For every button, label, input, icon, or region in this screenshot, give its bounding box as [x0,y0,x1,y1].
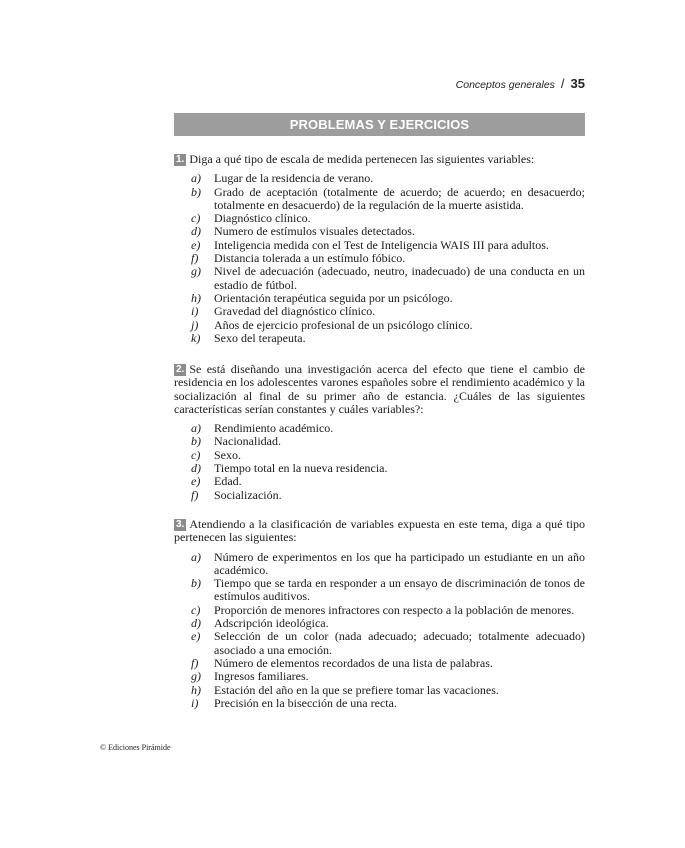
item-text: Distancia tolerada a un estímulo fóbico. [214,251,406,266]
item-letter: e) [191,474,201,489]
list-item [191,617,585,630]
list-item [191,212,585,225]
item-text: Tiempo que se tarda en responder a un ensayo de discriminación de tonos de estímulos auditivos. [214,576,585,604]
exercise-intro [174,363,585,416]
item-letter: f) [191,251,199,266]
item-letter: j) [191,317,199,332]
item-letter: f) [191,487,199,502]
item-text: Nivel de adecuación (adecuado, neutro, inadecuado) de una conducta en un estadio de fútbol. [214,264,585,292]
exercise-1 [174,153,585,345]
item-text: Sexo del terapeuta. [214,330,306,345]
list-item [191,265,585,292]
item-letter: d) [191,461,201,476]
list-item [191,489,585,502]
exercise-number-badge: 3. [176,519,185,530]
list-item [191,292,585,305]
item-letter: i) [191,304,199,319]
item-letter: h) [191,290,201,305]
copyright-footer: © Ediciones Pirámide [100,743,171,752]
item-letter: e) [191,629,201,644]
item-text: Precisión en la bisección de una recta. [214,695,397,710]
list-item [191,252,585,265]
exercise-3 [174,518,585,710]
list-item [191,332,585,345]
item-letter: c) [191,447,201,462]
list-item [191,449,585,462]
item-letter: d) [191,616,201,631]
item-letter: a) [191,549,201,564]
item-letter: e) [191,237,201,252]
exercise-2 [174,363,585,502]
list-item [191,305,585,318]
item-text: Nacionalidad. [214,434,281,449]
exercise-intro-text: Atendiendo a la clasificación de variables expuesta en este tema, diga a qué tipo pertenecen las siguientes: [174,517,585,545]
section-title: Conceptos generales [455,79,555,91]
list-item [191,172,585,185]
list-item [191,319,585,332]
item-text: Tiempo total en la nueva residencia. [214,461,388,476]
list-item [191,475,585,488]
exercise-intro-text: Se está diseñando una investigación acerca del efecto que tiene el cambio de residencia en los adolescentes varones españoles sobre el rendimiento académico y la socialización al final de su primer año de estancia. ¿Cuáles de las siguientes características serían constantes y cuáles variables?: [174,362,585,416]
item-text: Número de experimentos en los que ha participado un estudiante en un año académico. [214,549,585,577]
list-item [191,630,585,657]
item-letter: b) [191,434,201,449]
item-letter: a) [191,171,201,186]
list-item [191,684,585,697]
list-item [191,697,585,710]
item-text: Gravedad del diagnóstico clínico. [214,304,376,319]
list-item [191,435,585,448]
list-item [191,225,585,238]
item-letter: b) [191,184,201,199]
list-item [191,657,585,670]
list-item [191,670,585,683]
item-text: Selección de un color (nada adecuado; adecuado; totalmente adecuado) asociado a una emoción. [214,629,585,657]
exercise-intro [174,153,585,166]
item-letter: g) [191,669,201,684]
item-letter: c) [191,211,201,226]
item-letter: f) [191,655,199,670]
list-item [191,577,585,604]
item-text: Número de elementos recordados de una lista de palabras. [214,655,493,670]
item-text: Diagnóstico clínico. [214,211,311,226]
list-item [191,422,585,435]
exercise-number-badge: 2. [176,364,185,375]
item-text: Inteligencia medida con el Test de Inteligencia WAIS III para adultos. [214,237,549,252]
list-item [191,239,585,252]
header-separator: / [560,76,565,91]
page-number: 35 [570,76,585,91]
exercise-intro [174,518,585,545]
exercise-intro-text: Diga a qué tipo de escala de medida pertenecen las siguientes variables: [189,152,535,166]
exercise-number-badge: 1. [176,154,185,165]
section-banner [174,113,585,136]
list-item [191,462,585,475]
list-item [191,551,585,578]
banner-title: PROBLEMAS Y EJERCICIOS [289,117,470,132]
item-text: Rendimiento académico. [214,421,334,436]
item-text: Adscripción ideológica. [214,616,329,631]
item-text: Proporción de menores infractores con respecto a la población de menores. [214,602,575,617]
item-text: Años de ejercicio profesional de un psicólogo clínico. [214,317,473,332]
item-letter: k) [191,330,201,345]
item-text: Estación del año en la que se prefiere tomar las vacaciones. [214,682,499,697]
item-letter: g) [191,264,201,279]
item-letter: i) [191,695,199,710]
item-text: Orientación terapéutica seguida por un psicólogo. [214,290,453,305]
list-item [191,604,585,617]
item-text: Sexo. [214,447,241,462]
item-list [174,422,585,502]
item-letter: h) [191,682,201,697]
item-letter: c) [191,602,201,617]
item-letter: a) [191,421,201,436]
item-list [174,551,585,711]
item-text: Ingresos familiares. [214,669,309,684]
item-text: Socialización. [214,487,282,502]
running-head [456,76,585,91]
item-text: Numero de estímulos visuales detectados. [214,224,415,239]
item-letter: d) [191,224,201,239]
item-list [174,172,585,345]
item-text: Lugar de la residencia de verano. [214,171,374,186]
item-letter: b) [191,576,201,591]
list-item [191,186,585,213]
item-text: Edad. [214,474,242,489]
item-text: Grado de aceptación (totalmente de acuerdo; de acuerdo; en desacuerdo; totalmente en desacuerdo) de la regulación de la muerte asistida. [214,184,585,212]
